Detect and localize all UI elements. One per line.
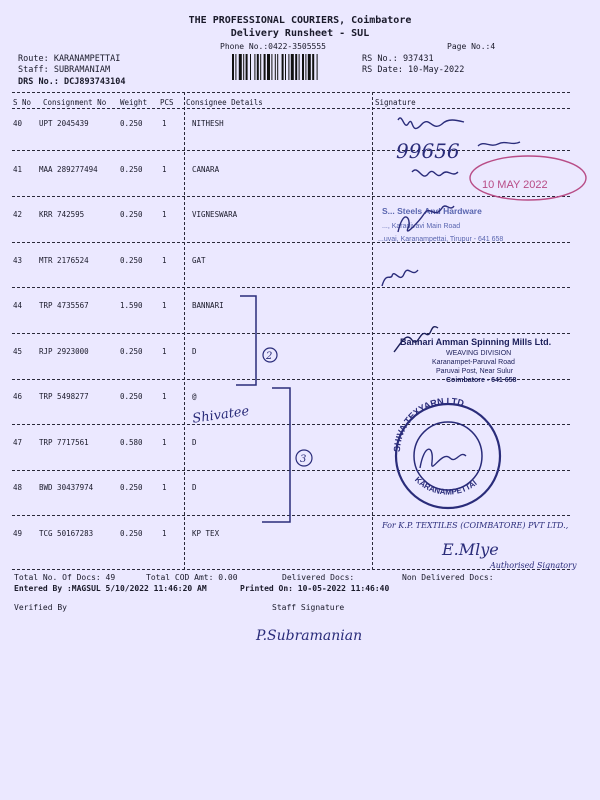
row-sno: 43: [13, 256, 23, 265]
signature-row-47: [420, 449, 466, 468]
row-consignee: D: [192, 347, 197, 356]
row-sno: 41: [13, 165, 23, 174]
row-weight: 0.250: [120, 483, 143, 492]
drs-number: DRS No.: DCJ893743104: [18, 77, 126, 87]
bannari-stamp-line1: Bannari Amman Spinning Mills Ltd.: [400, 337, 552, 347]
row-consignment: KRR 742595: [39, 210, 85, 219]
row-consignee: BANNARI: [192, 301, 224, 310]
row-sno: 44: [13, 301, 23, 310]
row-pcs: 1: [162, 119, 167, 128]
signature-row-43: [382, 270, 418, 286]
row-weight: 1.590: [120, 301, 143, 310]
row-pcs: 1: [162, 438, 167, 447]
row-consignment: UPT 2045439: [39, 119, 89, 128]
date-stamp: 10 MAY 2022: [482, 179, 548, 191]
row-sno: 40: [13, 119, 23, 128]
row-consignee: NITHESH: [192, 119, 224, 128]
signature-row-41: [412, 170, 458, 176]
row-weight: 0.250: [120, 529, 143, 538]
staff-name: Staff: SUBRAMANIAM: [18, 65, 111, 75]
row-consignment: TRP 4735567: [39, 301, 89, 310]
staff-signature-label: Staff Signature: [272, 603, 345, 612]
row-consignee: VIGNESWARA: [192, 210, 238, 219]
bannari-stamp-line2: WEAVING DIVISION: [446, 350, 512, 357]
row-consignee: D: [192, 483, 197, 492]
printed-on: Printed On: 10-05-2022 11:46:40: [240, 584, 390, 593]
bannari-stamp-line5: Coimbatore - 641 658: [446, 377, 517, 384]
date-stamp-oval: [470, 156, 586, 200]
row-weight: 0.250: [120, 165, 143, 174]
row-sno: 47: [13, 438, 23, 447]
col-sno: S No: [13, 98, 32, 107]
kp-stamp-line1: For K.P. TEXTILES (COIMBATORE) PVT LTD.,: [382, 521, 569, 530]
row-weight: 0.250: [120, 256, 143, 265]
delivered-docs: Delivered Docs:: [282, 573, 355, 582]
row-weight: 0.580: [120, 438, 143, 447]
row-consignment: BWD 30437974: [39, 483, 94, 492]
staff-handwritten-signature: P.Subramanian: [256, 628, 363, 644]
row-consignment: TRP 7717561: [39, 438, 89, 447]
row-weight: 0.250: [120, 210, 143, 219]
hardware-stamp-line3: ...uvai, Karanampettai, Tirupur - 641 658: [378, 236, 504, 243]
row-consignee: GAT: [192, 256, 206, 265]
row-consignment: TRP 5498277: [39, 392, 89, 401]
row-consignment: RJP 2923000: [39, 347, 89, 356]
row-pcs: 1: [162, 301, 167, 310]
row-weight: 0.250: [120, 392, 143, 401]
row-pcs: 1: [162, 347, 167, 356]
row-pcs: 1: [162, 529, 167, 538]
row-pcs: 1: [162, 392, 167, 401]
row-pcs: 1: [162, 256, 167, 265]
row-consignee: @: [192, 392, 197, 401]
rs-number: RS No.: 937431: [362, 54, 434, 64]
page-number: Page No.:4: [447, 42, 496, 51]
row-consignee: KP TEX: [192, 529, 220, 538]
company-title: THE PROFESSIONAL COURIERS, Coimbatore: [188, 15, 412, 26]
bracket-number-2: 3: [300, 454, 307, 465]
phone-scribble: 99656: [396, 139, 460, 163]
row-sno: 49: [13, 529, 23, 538]
kp-signature: E.Mlye: [442, 540, 499, 559]
row-consignment: TCG 50167283: [39, 529, 94, 538]
verified-by: Verified By: [14, 603, 67, 612]
texyarn-stamp-bottom: KARANAMPETTAI: [413, 475, 479, 497]
non-delivered-docs: Non Delivered Docs:: [402, 573, 494, 582]
bracket-mark-2: [262, 388, 290, 522]
bracket-number-1: 2: [266, 351, 273, 362]
row-consignee: D: [192, 438, 197, 447]
scribble-mark: [478, 142, 520, 146]
hardware-stamp-line1: S... Steels And Hardware: [382, 206, 482, 216]
total-docs: Total No. Of Docs: 49: [14, 573, 116, 582]
col-pcs: PCS: [160, 98, 174, 107]
bracket-mark-1: [236, 296, 256, 385]
row-sno: 48: [13, 483, 23, 492]
row-consignment: MAA 289277494: [39, 165, 98, 174]
row-pcs: 1: [162, 483, 167, 492]
signature-row-40: [398, 118, 464, 129]
row-pcs: 1: [162, 210, 167, 219]
texyarn-stamp-top: SHIVA TEXYARN LTD: [391, 395, 466, 453]
total-cod: Total COD Amt: 0.00: [146, 573, 238, 582]
col-consignment: Consignment No: [43, 98, 107, 107]
hardware-stamp-line2: ..., Karadivavi Main Road: [382, 223, 461, 230]
sheet-title: Delivery Runsheet - SUL: [230, 28, 370, 39]
row-sno: 45: [13, 347, 23, 356]
row-pcs: 1: [162, 165, 167, 174]
entered-by: Entered By :MAGSUL 5/10/2022 11:46:20 AM: [14, 584, 207, 593]
col-consignee: Consignee Details: [186, 98, 263, 107]
bannari-stamp-line4: Paruvai Post, Near Sulur: [436, 368, 514, 375]
row-sno: 46: [13, 392, 23, 401]
col-signature: Signature: [375, 98, 416, 107]
bannari-stamp-line3: Karanampet-Paruval Road: [432, 359, 515, 366]
row-weight: 0.250: [120, 347, 143, 356]
handwritten-name: Shivatee: [191, 403, 251, 427]
route: Route: KARANAMPETTAI: [18, 54, 121, 64]
col-weight: Weight: [120, 98, 148, 107]
phone-number: Phone No.:0422-3505555: [220, 42, 326, 51]
kp-stamp-line2: Authorised Signatory: [490, 561, 577, 570]
row-weight: 0.250: [120, 119, 143, 128]
row-sno: 42: [13, 210, 23, 219]
row-consignment: MTR 2176524: [39, 256, 89, 265]
rs-date: RS Date: 10-May-2022: [362, 65, 465, 75]
row-consignee: CANARA: [192, 165, 220, 174]
